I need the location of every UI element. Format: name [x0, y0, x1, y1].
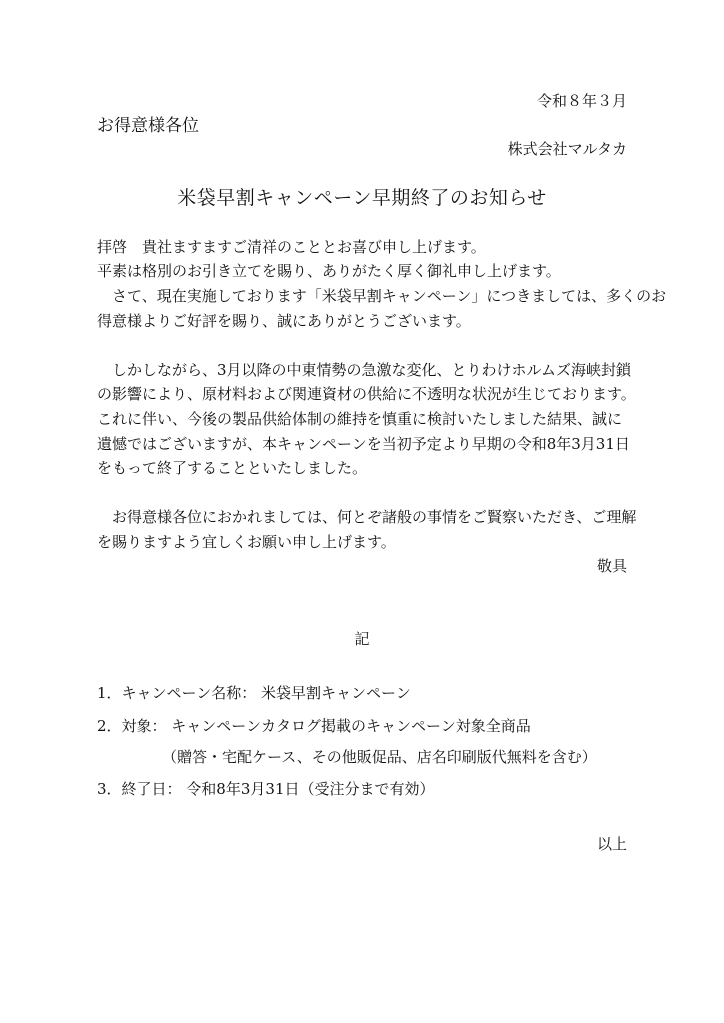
body-line: 得意様よりご好評を賜り、誠にありがとうございます。: [97, 312, 471, 330]
end-ijou: 以上: [596, 835, 627, 853]
recipient: お得意様各位: [97, 116, 199, 136]
note-item-end-date: 3．終了日： 令和8年3月31日（受注分まで有効）: [97, 780, 435, 798]
note-item-target-detail: （贈答・宅配ケース、その他販促品、店名印刷版代無料を含む）: [162, 748, 597, 766]
note-item-name: 1．キャンペーン名称： 米袋早割キャンペーン: [97, 684, 411, 702]
body-line: の影響により、原材料および関連資材の供給に不透明な状況が生じております。: [97, 385, 636, 403]
body-line: お得意様各位におかれましては、何とぞ諸般の事情をご賢察いただき、ご理解: [97, 508, 637, 526]
body-line: を賜りますよう宜しくお願い申し上げます。: [97, 533, 396, 551]
document-title: 米袋早割キャンペーン早期終了のお知らせ: [177, 187, 547, 209]
body-line: さて、現在実施しております「米袋早割キャンペーン」につきましては、多くのお: [97, 287, 667, 305]
closing-keigu: 敬具: [596, 557, 627, 575]
body-line: しかしながら、3月以降の中東情勢の急激な変化、とりわけホルムズ海峡封鎖: [97, 361, 631, 379]
body-line: これに伴い、今後の製品供給体制の維持を慎重に検討いたしました結果、誠に: [97, 410, 623, 428]
body-line: 遺憾ではございますが、本キャンペーンを当初予定より早期の令和8年3月31日: [97, 435, 630, 453]
body-line: 拝啓 貴社ますますご清祥のこととお喜び申し上げます。: [97, 238, 486, 256]
notes-heading: 記: [354, 630, 370, 648]
body-line: をもって終了することといたしました。: [97, 459, 368, 477]
date: 令和８年３月: [536, 92, 627, 110]
body-line: 平素は格別のお引き立てを賜り、ありがたく厚く御礼申し上げます。: [97, 262, 561, 280]
note-item-target: 2．対象： キャンペーンカタログ掲載のキャンペーン対象全商品: [97, 717, 531, 735]
sender-company: 株式会社マルタカ: [507, 140, 627, 158]
